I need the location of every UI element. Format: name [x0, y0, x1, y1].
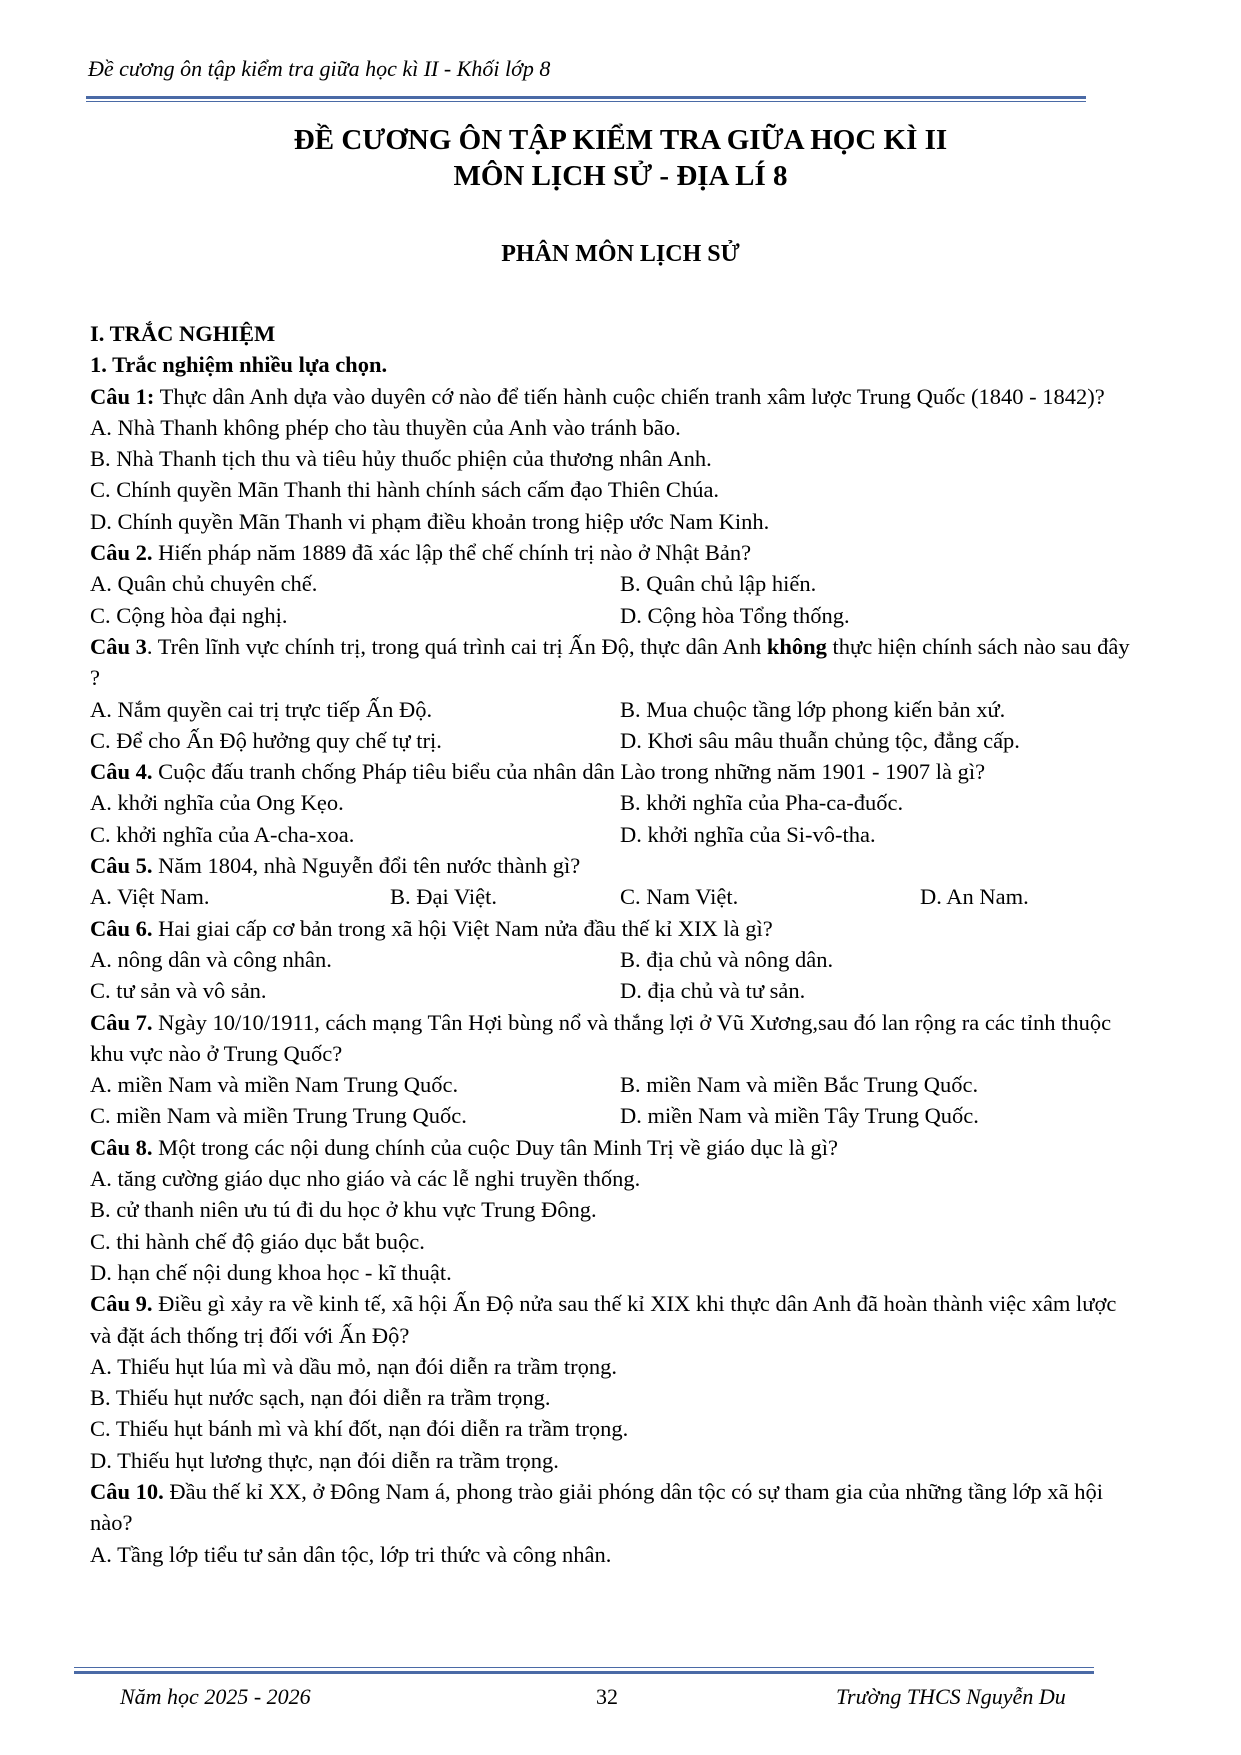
question-text: Thực dân Anh dựa vào duyên cớ nào để tiến hành cuộc chiến tranh xâm lược Trung Quốc (1840 - 1842)? — [154, 383, 1105, 409]
subsection-heading: 1. Trắc nghiệm nhiều lựa chọn. — [90, 352, 388, 378]
question-text-end: thực hiện chính sách nào sau đây ? — [90, 633, 1130, 691]
question-label: Câu 4. — [90, 759, 153, 785]
footer-rule — [74, 1671, 1094, 1674]
question-label: Câu 3 — [90, 633, 147, 659]
q10-option-a: A. Tầng lớp tiểu tư sản dân tộc, lớp tri thức và công nhân. — [90, 1541, 612, 1567]
question-label: Câu 1: — [90, 383, 155, 409]
question-text: Hai giai cấp cơ bản trong xã hội Việt Nam nửa đầu thế kỉ XIX là gì? — [152, 915, 773, 941]
question-10 — [90, 1476, 1130, 1539]
q2-option-b: B. Quân chủ lập hiến. — [620, 571, 817, 597]
question-label: Câu 6. — [90, 915, 153, 941]
q7-option-b: B. miền Nam và miền Bắc Trung Quốc. — [620, 1072, 979, 1098]
q2-option-a: A. Quân chủ chuyên chế. — [90, 571, 318, 597]
q5-options-row — [90, 881, 1130, 912]
question-text: . Trên lĩnh vực chính trị, trong quá trình cai trị Ấn Độ, thực dân Anh — [146, 633, 767, 659]
section-heading: I. TRẮC NGHIỆM — [90, 321, 276, 346]
q9-option-d: D. Thiếu hụt lương thực, nạn đói diễn ra trầm trọng. — [90, 1447, 559, 1473]
running-header: Đề cương ôn tập kiểm tra giữa học kì II - Khối lớp 8 — [88, 56, 551, 81]
q4-option-c: C. khởi nghĩa của A-cha-xoa. — [90, 821, 355, 847]
question-label: Câu 7. — [90, 1009, 153, 1035]
q4-option-b: B. khởi nghĩa của Pha-ca-đuốc. — [620, 790, 904, 816]
q2-option-d: D. Cộng hòa Tổng thống. — [620, 602, 850, 628]
q5-option-d: D. An Nam. — [920, 884, 1029, 910]
question-text: Cuộc đấu tranh chống Pháp tiêu biểu của nhân dân Lào trong những năm 1901 - 1907 là gì? — [152, 759, 986, 785]
q6-option-c: C. tư sản và vô sản. — [90, 978, 267, 1004]
question-6 — [90, 913, 1130, 944]
q3-option-d: D. Khơi sâu mâu thuẫn chủng tộc, đẳng cấp. — [620, 727, 1020, 753]
q3-options-row1 — [90, 694, 1130, 725]
question-5 — [90, 850, 1130, 881]
q7-option-a: A. miền Nam và miền Nam Trung Quốc. — [90, 1072, 459, 1098]
emphasis-word: không — [766, 633, 827, 659]
question-4 — [90, 756, 1130, 787]
question-text: Một trong các nội dung chính của cuộc Duy tân Minh Trị về giáo dục là gì? — [152, 1134, 839, 1160]
q9-option-a: A. Thiếu hụt lúa mì và dầu mỏ, nạn đói diễn ra trầm trọng. — [90, 1353, 617, 1379]
q1-option-d: D. Chính quyền Mãn Thanh vi phạm điều khoản trong hiệp ước Nam Kinh. — [90, 508, 770, 534]
q2-options-row1 — [90, 568, 1130, 599]
footer-school-name: Trường THCS Nguyễn Du — [836, 1684, 1066, 1709]
q4-option-d: D. khởi nghĩa của Si-vô-tha. — [620, 821, 876, 847]
q3-option-c: C. Để cho Ấn Độ hưởng quy chế tự trị. — [90, 727, 442, 753]
question-label: Câu 9. — [90, 1291, 153, 1317]
q3-option-b: B. Mua chuộc tầng lớp phong kiến bản xứ. — [620, 696, 1006, 722]
q5-option-b: B. Đại Việt. — [390, 884, 497, 910]
q6-options-row1 — [90, 944, 1130, 975]
q7-options-row1 — [90, 1069, 1130, 1100]
question-label: Câu 8. — [90, 1134, 153, 1160]
question-text: Đầu thế kỉ XX, ở Đông Nam á, phong trào giải phóng dân tộc có sự tham gia của những tầng lớp xã hội nào? — [90, 1478, 1104, 1536]
document-title-line2: MÔN LỊCH SỬ - ĐỊA LÍ 8 — [453, 160, 788, 192]
question-text: Năm 1804, nhà Nguyễn đổi tên nước thành gì? — [152, 853, 581, 879]
question-label: Câu 10. — [90, 1478, 164, 1504]
q3-option-a: A. Nắm quyền cai trị trực tiếp Ấn Độ. — [90, 696, 433, 722]
q3-options-row2 — [90, 725, 1130, 756]
question-content — [90, 318, 1130, 1570]
q7-option-c: C. miền Nam và miền Trung Trung Quốc. — [90, 1103, 467, 1129]
q6-options-row2 — [90, 975, 1130, 1006]
q6-option-b: B. địa chủ và nông dân. — [620, 946, 834, 972]
page-number: 32 — [596, 1684, 618, 1709]
question-label: Câu 5. — [90, 853, 153, 879]
q6-option-d: D. địa chủ và tư sản. — [620, 978, 806, 1004]
question-8 — [90, 1132, 1130, 1163]
q1-option-c: C. Chính quyền Mãn Thanh thi hành chính sách cấm đạo Thiên Chúa. — [90, 477, 720, 503]
q4-option-a: A. khởi nghĩa của Ong Kẹo. — [90, 790, 344, 816]
q5-option-a: A. Việt Nam. — [90, 884, 210, 910]
question-3 — [90, 631, 1130, 694]
q9-option-b: B. Thiếu hụt nước sạch, nạn đói diễn ra trầm trọng. — [90, 1385, 551, 1411]
q5-option-c: C. Nam Việt. — [620, 884, 739, 910]
header-rule — [86, 96, 1086, 99]
document-title-line1: ĐỀ CƯƠNG ÔN TẬP KIỂM TRA GIỮA HỌC KÌ II — [293, 124, 948, 156]
q1-option-b: B. Nhà Thanh tịch thu và tiêu hủy thuốc phiện của thương nhân Anh. — [90, 446, 712, 472]
q2-options-row2 — [90, 600, 1130, 631]
question-label: Câu 2. — [90, 540, 153, 566]
question-7 — [90, 1007, 1130, 1070]
q1-option-a: A. Nhà Thanh không phép cho tàu thuyền của Anh vào tránh bão. — [90, 414, 681, 440]
q7-option-d: D. miền Nam và miền Tây Trung Quốc. — [620, 1103, 979, 1129]
q9-option-c: C. Thiếu hụt bánh mì và khí đốt, nạn đói diễn ra trầm trọng. — [90, 1416, 629, 1442]
q8-option-b: B. cử thanh niên ưu tú đi du học ở khu vực Trung Đông. — [90, 1197, 597, 1223]
footer-rule-thin — [74, 1667, 1094, 1668]
section-subtitle: PHÂN MÔN LỊCH SỬ — [501, 241, 740, 267]
q2-option-c: C. Cộng hòa đại nghị. — [90, 602, 288, 628]
q8-option-d: D. hạn chế nội dung khoa học - kĩ thuật. — [90, 1259, 452, 1285]
q7-options-row2 — [90, 1100, 1130, 1131]
question-1 — [90, 381, 1130, 412]
q8-option-c: C. thi hành chế độ giáo dục bắt buộc. — [90, 1228, 425, 1254]
question-text: Ngày 10/10/1911, cách mạng Tân Hợi bùng nổ và thắng lợi ở Vũ Xương,sau đó lan rộng ra các tỉnh thuộc khu vực nào ở Trung Quốc? — [90, 1009, 1112, 1066]
q6-option-a: A. nông dân và công nhân. — [90, 946, 332, 972]
question-text: Hiến pháp năm 1889 đã xác lập thể chế chính trị nào ở Nhật Bản? — [152, 540, 752, 566]
q4-options-row2 — [90, 819, 1130, 850]
header-rule-thin — [86, 101, 1086, 102]
question-2 — [90, 537, 1130, 568]
question-9 — [90, 1288, 1130, 1351]
question-text: Điều gì xảy ra về kinh tế, xã hội Ấn Độ nửa sau thế kỉ XIX khi thực dân Anh đã hoàn thành việc xâm lược và đặt ách thống trị đối với Ấn Độ? — [90, 1291, 1117, 1348]
q8-option-a: A. tăng cường giáo dục nho giáo và các lễ nghi truyền thống. — [90, 1166, 641, 1192]
footer-school-year: Năm học 2025 - 2026 — [120, 1684, 311, 1709]
q4-options-row1 — [90, 787, 1130, 818]
